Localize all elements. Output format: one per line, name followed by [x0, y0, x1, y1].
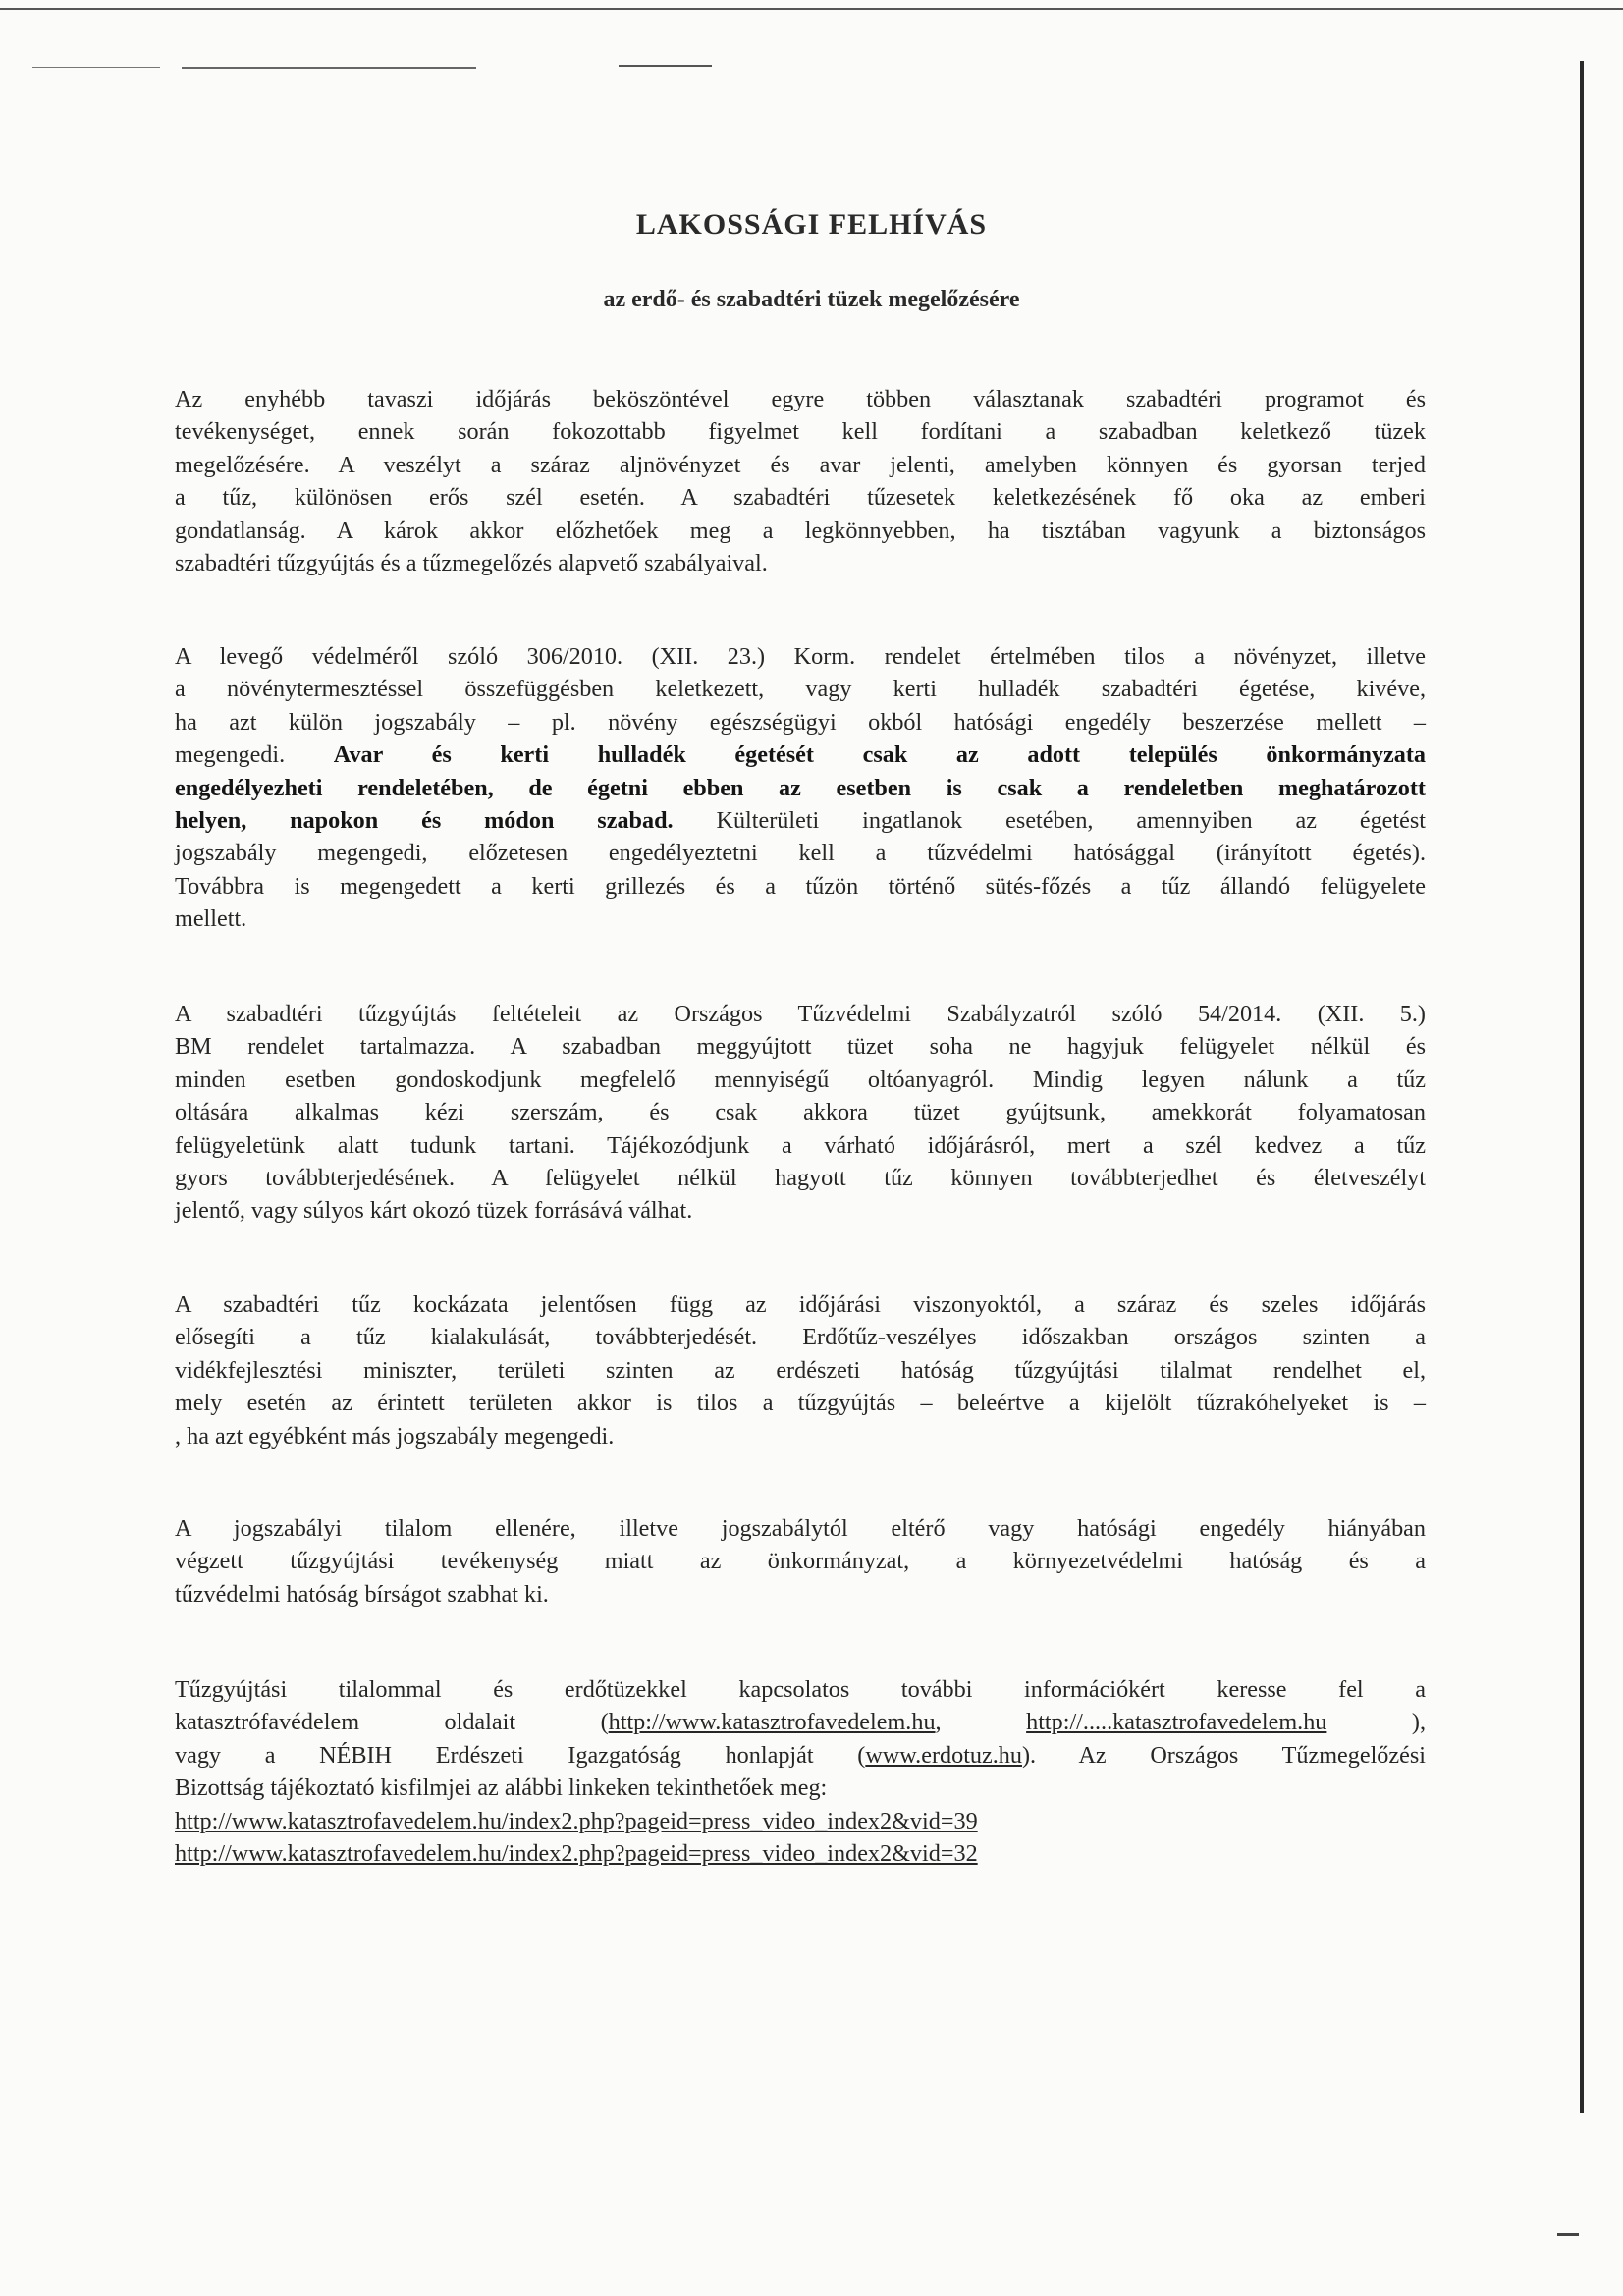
text-line: A levegő védelméről szóló 306/2010. (XII. 23.) Korm. rendelet értelmében tilos a növényzet, illetve	[175, 643, 1426, 670]
text-line: mely esetén az érintett területen akkor is tilos a tűzgyújtás – beleértve a kijelölt tűzrakóhelyeket is –	[175, 1390, 1426, 1417]
video-link-39[interactable]: http://www.katasztrofavedelem.hu/index2.php?pageid=press_video_index2&vid=39	[175, 1807, 978, 1834]
text-line: Továbbra is megengedett a kerti grillezés és a tűzön történő sütés-főzés a tűz állandó felügyelete	[175, 872, 1426, 900]
paragraph-intro	[175, 383, 1426, 579]
text-line	[175, 738, 1426, 771]
text-line: jelentő, vagy súlyos kárt okozó tüzek forrásává válhat.	[175, 1197, 693, 1225]
bold-text-line: engedélyezheti rendeletében, de égetni ebben az esetben is csak a rendeletben meghatározott	[175, 774, 1426, 801]
erdotuz-link[interactable]: www.erdotuz.hu	[865, 1741, 1022, 1769]
text-run: katasztrófavédelem oldalait (	[175, 1709, 609, 1736]
text-line: elősegíti a tűz kialakulását, továbbterjedését. Erdőtűz-veszélyes időszakban országos szinten a	[175, 1324, 1426, 1351]
text-line: tevékenységet, ennek során fokozottabb figyelmet kell fordítani a szabadban keletkező tüzek	[175, 418, 1426, 446]
text-run: vagy a NÉBIH Erdészeti Igazgatóság honlapját (	[175, 1741, 866, 1769]
text-line: szabadtéri tűzgyújtás és a tűzmegelőzés alapvető szabályaival.	[175, 550, 768, 577]
text-line	[175, 1706, 1426, 1738]
page-subtitle: az erdő- és szabadtéri tüzek megelőzésére	[603, 287, 1020, 312]
text-line: Tűzgyújtási tilalommal és erdőtüzekkel kapcsolatos további információkért keresse fel a	[175, 1676, 1426, 1703]
text-line: Bizottság tájékoztató kisfilmjei az alábbi linkeken tekinthetőek meg:	[175, 1775, 828, 1802]
text-line: vidékfejlesztési miniszter, területi szinten az erdészeti hatóság tűzgyújtási tilalmat rendelhet el,	[175, 1356, 1426, 1384]
paragraph-legal-ban	[175, 640, 1426, 936]
text-line: mellett.	[175, 905, 247, 933]
text-line: BM rendelet tartalmazza. A szabadban meggyújtott tüzet soha ne hagyjuk felügyelet nélkül és	[175, 1033, 1426, 1061]
text-line: tűzvédelmi hatóság bírságot szabhat ki.	[175, 1580, 549, 1608]
text-line: minden esetben gondoskodjunk megfelelő mennyiségű oltóanyagról. Mindig legyen nálunk a tűz	[175, 1066, 1426, 1093]
text-line: , ha azt egyébként más jogszabály megengedi.	[175, 1422, 615, 1449]
text-run: ),	[1326, 1709, 1426, 1736]
paragraph-fines	[175, 1512, 1426, 1611]
text-line: felügyeletünk alatt tudunk tartani. Tájékozódjunk a várható időjárásról, mert a szél kedvez a tűz	[175, 1131, 1426, 1159]
text-line: oltására alkalmas kézi szerszám, és csak akkora tüzet gyújtsunk, amekkorát folyamatosan	[175, 1099, 1426, 1126]
video-link-32[interactable]: http://www.katasztrofavedelem.hu/index2.php?pageid=press_video_index2&vid=32	[175, 1840, 978, 1868]
text-line	[175, 804, 1426, 837]
scan-top-line	[0, 8, 1623, 10]
bold-text-run: Avar és kerti hulladék égetését csak az adott település önkormányzata	[333, 741, 1426, 769]
text-line: Az enyhébb tavaszi időjárás beköszöntével egyre többen választanak szabadtéri programot és	[175, 386, 1426, 412]
paragraph-more-info	[175, 1673, 1426, 1870]
scan-dash	[619, 65, 712, 67]
bold-text-run: helyen, napokon és módon szabad.	[175, 807, 674, 835]
text-line: A szabadtéri tűzgyújtás feltételeit az Országos Tűzvédelmi Szabályzatról szóló 54/2014. (XII. 5.)	[175, 1001, 1426, 1027]
text-line: A szabadtéri tűz kockázata jelentősen függ az időjárási viszonyoktól, a száraz és szeles időjárás	[175, 1291, 1426, 1318]
text-line: megelőzésére. A veszélyt a száraz aljnövényzet és avar jelenti, amelyben könnyen és gyorsan terjed	[175, 451, 1426, 478]
text-run: Külterületi ingatlanok esetében, amennyiben az égetést	[673, 807, 1426, 835]
scan-dash	[32, 67, 160, 68]
text-line: ha azt külön jogszabály – pl. növény egészségügyi okból hatósági engedély beszerzése mellett –	[175, 708, 1426, 736]
katasztrofavedelem-link[interactable]: http://www.katasztrofavedelem.hu	[608, 1709, 936, 1736]
text-line: a tűz, különösen erős szél esetén. A szabadtéri tűzesetek keletkezésének fő oka az emberi	[175, 484, 1426, 512]
text-run: ,	[935, 1709, 1027, 1736]
text-run: megengedi.	[175, 741, 334, 769]
text-line: jogszabály megengedi, előzetesen engedélyeztetni kell a tűzvédelmi hatósággal (irányított égetés).	[175, 840, 1426, 867]
text-line: A jogszabályi tilalom ellenére, illetve jogszabálytól eltérő vagy hatósági engedély hiányában	[175, 1515, 1426, 1542]
katasztrofavedelem-alt-link[interactable]: http://.....katasztrofavedelem.hu	[1026, 1709, 1327, 1736]
scan-dash	[182, 67, 476, 69]
text-line: gyors továbbterjedésének. A felügyelet nélkül hagyott tűz könnyen továbbterjedhet és életveszélyt	[175, 1165, 1426, 1192]
text-line: a növénytermesztéssel összefüggésben keletkezett, vagy kerti hulladék szabadtéri égetése, kivéve,	[175, 676, 1426, 703]
page-title: LAKOSSÁGI FELHÍVÁS	[635, 208, 988, 241]
scan-corner-mark	[1557, 2233, 1579, 2236]
text-line	[175, 1739, 1426, 1772]
scan-right-edge	[1580, 61, 1584, 2113]
text-line: végzett tűzgyújtási tevékenység miatt az önkormányzat, a környezetvédelmi hatóság és a	[175, 1548, 1426, 1575]
text-run: ). Az Országos Tűzmegelőzési	[1021, 1741, 1426, 1769]
text-line: gondatlanság. A károk akkor előzhetőek meg a legkönnyebben, ha tisztában vagyunk a biztonságos	[175, 517, 1426, 544]
paragraph-fire-rules	[175, 998, 1426, 1228]
paragraph-weather-risk	[175, 1288, 1426, 1452]
